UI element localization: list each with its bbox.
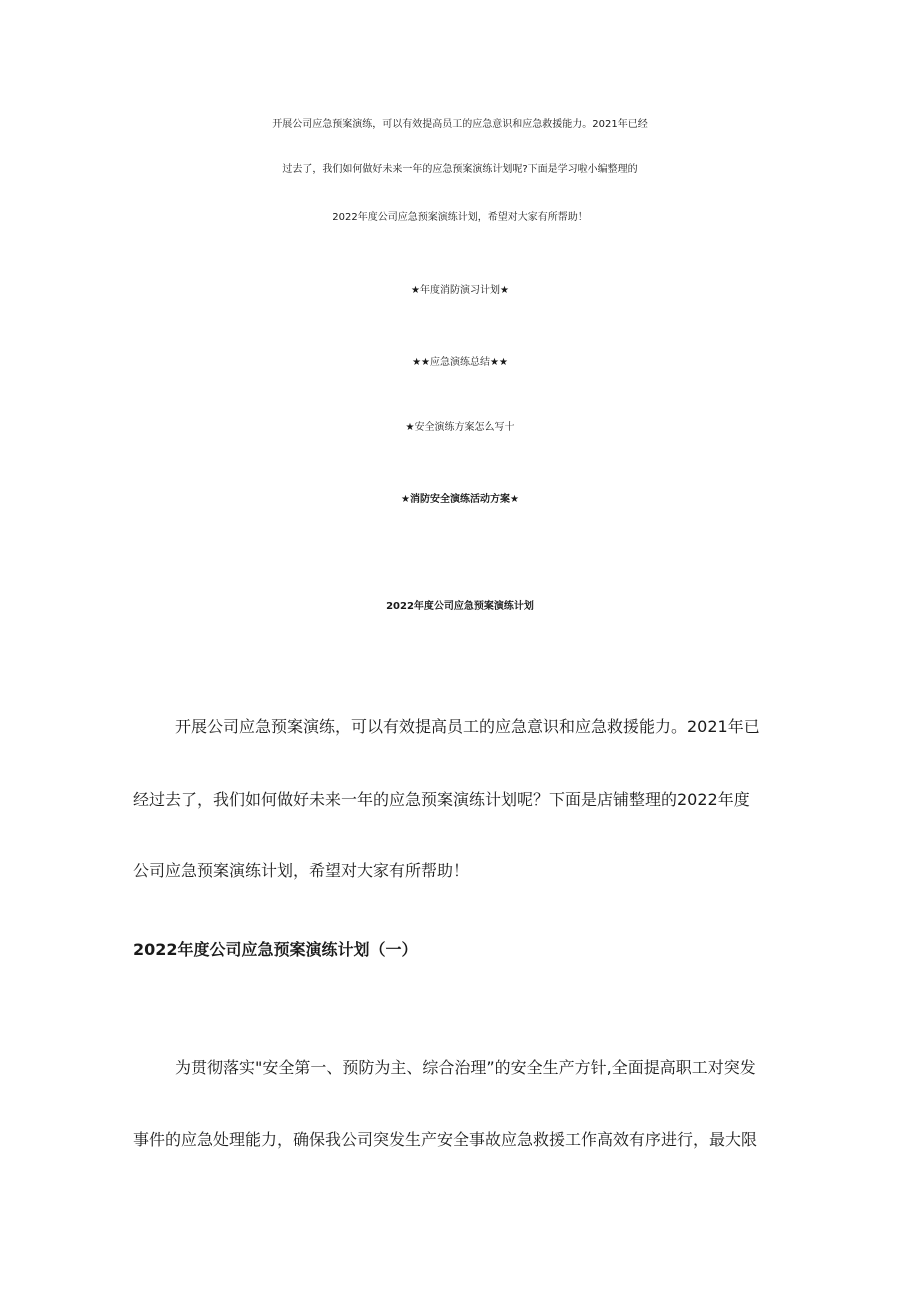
page-title: 2022年度公司应急预案演练计划 — [386, 601, 534, 612]
body-intro-line-1: 开展公司应急预案演练，可以有效提高员工的应急意识和应急救援能力。2021年已 — [175, 717, 760, 736]
section-body-line-1: 为贯彻落实"安全第一、预防为主、综合治理”的安全生产方针,全面提高职工对突发 — [175, 1058, 756, 1077]
section-body-line-2: 事件的应急处理能力，确保我公司突发生产安全事故应急救援工作高效有序进行，最大限 — [133, 1130, 758, 1149]
link-emergency-drill-summary[interactable]: ★★应急演练总结★★ — [412, 357, 508, 368]
body-intro-line-3: 公司应急预案演练计划，希望对大家有所帮助！ — [133, 861, 470, 880]
intro-line-2: 过去了，我们如何做好未来一年的应急预案演练计划呢?下面是学习啦小编整理的 — [282, 164, 638, 175]
intro-line-1: 开展公司应急预案演练，可以有效提高员工的应急意识和应急救援能力。2021年已经 — [272, 119, 648, 130]
intro-line-3: 2022年度公司应急预案演练计划，希望对大家有所帮助！ — [332, 212, 588, 223]
link-fire-drill-plan[interactable]: ★年度消防演习计划★ — [411, 285, 509, 296]
section-heading: 2022年度公司应急预案演练计划（一） — [133, 940, 418, 959]
link-fire-safety-drill-activity[interactable]: ★消防安全演练活动方案★ — [401, 494, 519, 505]
link-safety-drill-how-to[interactable]: ★安全演练方案怎么写十 — [405, 422, 515, 433]
body-intro-line-2: 经过去了，我们如何做好未来一年的应急预案演练计划呢？下面是店铺整理的2022年度 — [133, 790, 750, 809]
